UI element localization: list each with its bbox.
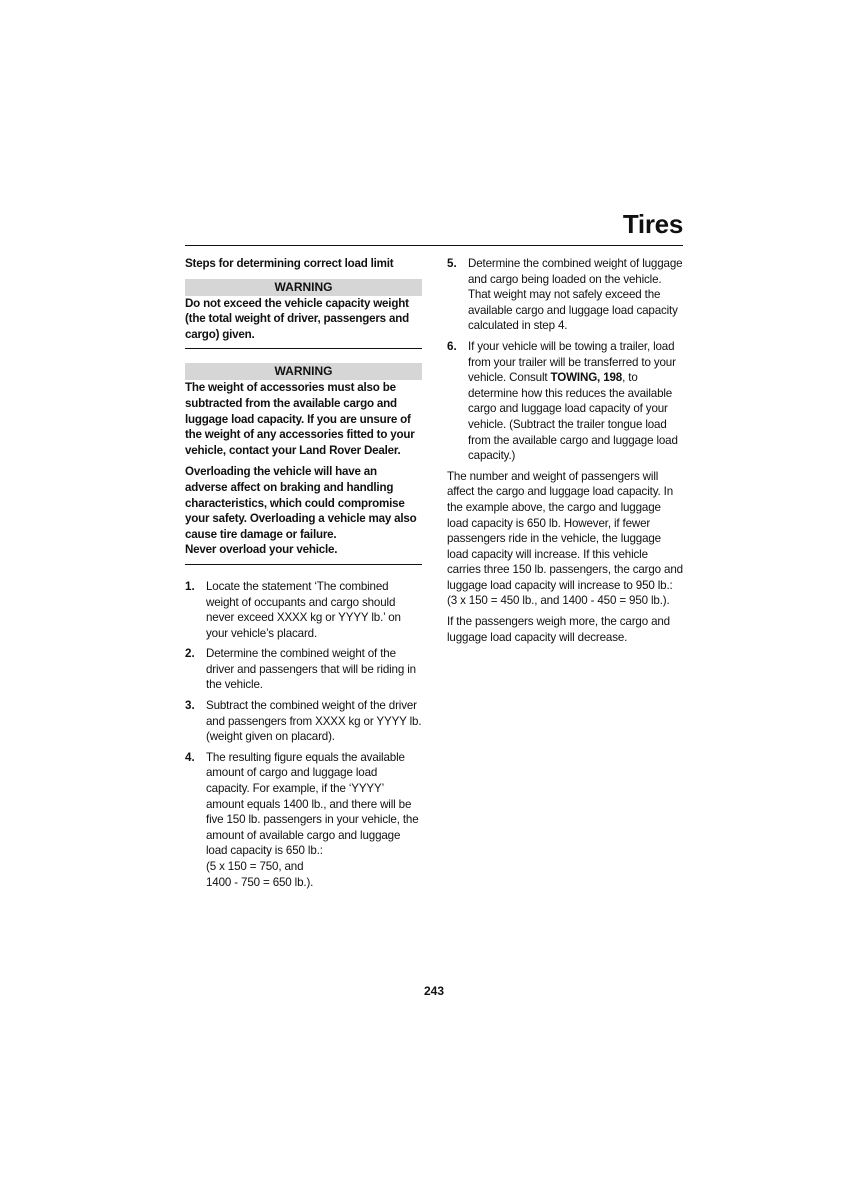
step-number: 6.	[447, 339, 457, 353]
step-number: 2.	[185, 647, 195, 661]
step-text: The resulting figure equals the available amount of cargo and luggage load capacity. For example, if the ‘YYYY’ amount equals 1400 lb., and there will be five 150 lb. passengers in your vehicle, the amount of available cargo and luggage load capacity is 650 lb.: (5 x 150 = 750, and 1400 - 750 = 650 lb.).	[206, 750, 419, 889]
step-text	[468, 339, 683, 464]
warning-label: WARNING	[185, 279, 422, 296]
warning-text: Overloading the vehicle will have an adverse affect on braking and handling characteristics, which could compromise your safety. Overloading a vehicle may also cause tire damage or failure.	[185, 465, 417, 541]
warning-label: WARNING	[185, 363, 422, 380]
warning-divider	[185, 564, 422, 565]
step-number: 4.	[185, 750, 195, 764]
right-column	[447, 256, 683, 650]
body-paragraph: The number and weight of passengers will affect the cargo and luggage load capacity. In the example above, the cargo and luggage load capacity is 650 lb. However, if fewer passengers ride in the vehicle, the luggage load capacity will increase. If this vehicle carries three 150 lb. passengers, the cargo and luggage load capacity will increase to 950 lb.: (3 x 150 = 450 lb., and 1400 - 450 = 950 lb.).	[447, 469, 683, 608]
list-item	[185, 579, 422, 641]
step-text: Determine the combined weight of the driver and passengers that will be riding in the vehicle.	[206, 647, 416, 692]
warning-text: Never overload your vehicle.	[185, 543, 338, 557]
warning-text: Do not exceed the vehicle capacity weight (the total weight of driver, passengers and cargo) given.	[185, 296, 409, 341]
step-text: Determine the combined weight of luggage and cargo being loaded on the vehicle. That weight may not safely exceed the available cargo and luggage load capacity calculated in step 4.	[468, 257, 683, 333]
warning-box-1	[185, 279, 422, 350]
list-item	[185, 646, 422, 693]
page-number: 243	[423, 984, 445, 998]
step-text-part: , to determine how this reduces the available cargo and luggage load capacity of your vehicle. (Subtract the trailer tongue load from the available cargo and luggage load capacity.)	[468, 371, 678, 463]
warning-divider	[185, 348, 422, 349]
title-divider	[185, 245, 683, 246]
step-text: Locate the statement ‘The combined weight of occupants and cargo should never exceed XXXX kg or YYYY lb.’ on your vehicle’s placard.	[206, 579, 401, 640]
step-number: 3.	[185, 699, 195, 713]
page-title: Tires	[622, 209, 683, 239]
list-item	[185, 698, 422, 745]
steps-list	[185, 579, 422, 890]
step-number: 1.	[185, 579, 195, 593]
section-heading: Steps for determining correct load limit	[185, 257, 394, 270]
step-text: Subtract the combined weight of the driver and passengers from XXXX kg or YYYY lb. (weight given on placard).	[206, 699, 422, 744]
list-item	[447, 339, 683, 464]
cross-reference-link[interactable]: TOWING, 198	[550, 371, 623, 385]
step-text-part: If your vehicle will be towing a trailer, load from your trailer will be transferred to your vehicle. Consult	[468, 339, 676, 385]
left-column	[185, 256, 422, 895]
body-paragraph: If the passengers weigh more, the cargo and luggage load capacity will decrease.	[447, 615, 670, 644]
list-item	[185, 750, 422, 890]
warning-box-2	[185, 363, 422, 565]
warning-text: The weight of accessories must also be subtracted from the available cargo and luggage load capacity. If you are unsure of the weight of any accessories fitted to your vehicle, contact your Land Rover Dealer.	[185, 381, 415, 457]
list-item	[447, 256, 683, 334]
step-number: 5.	[447, 257, 457, 270]
